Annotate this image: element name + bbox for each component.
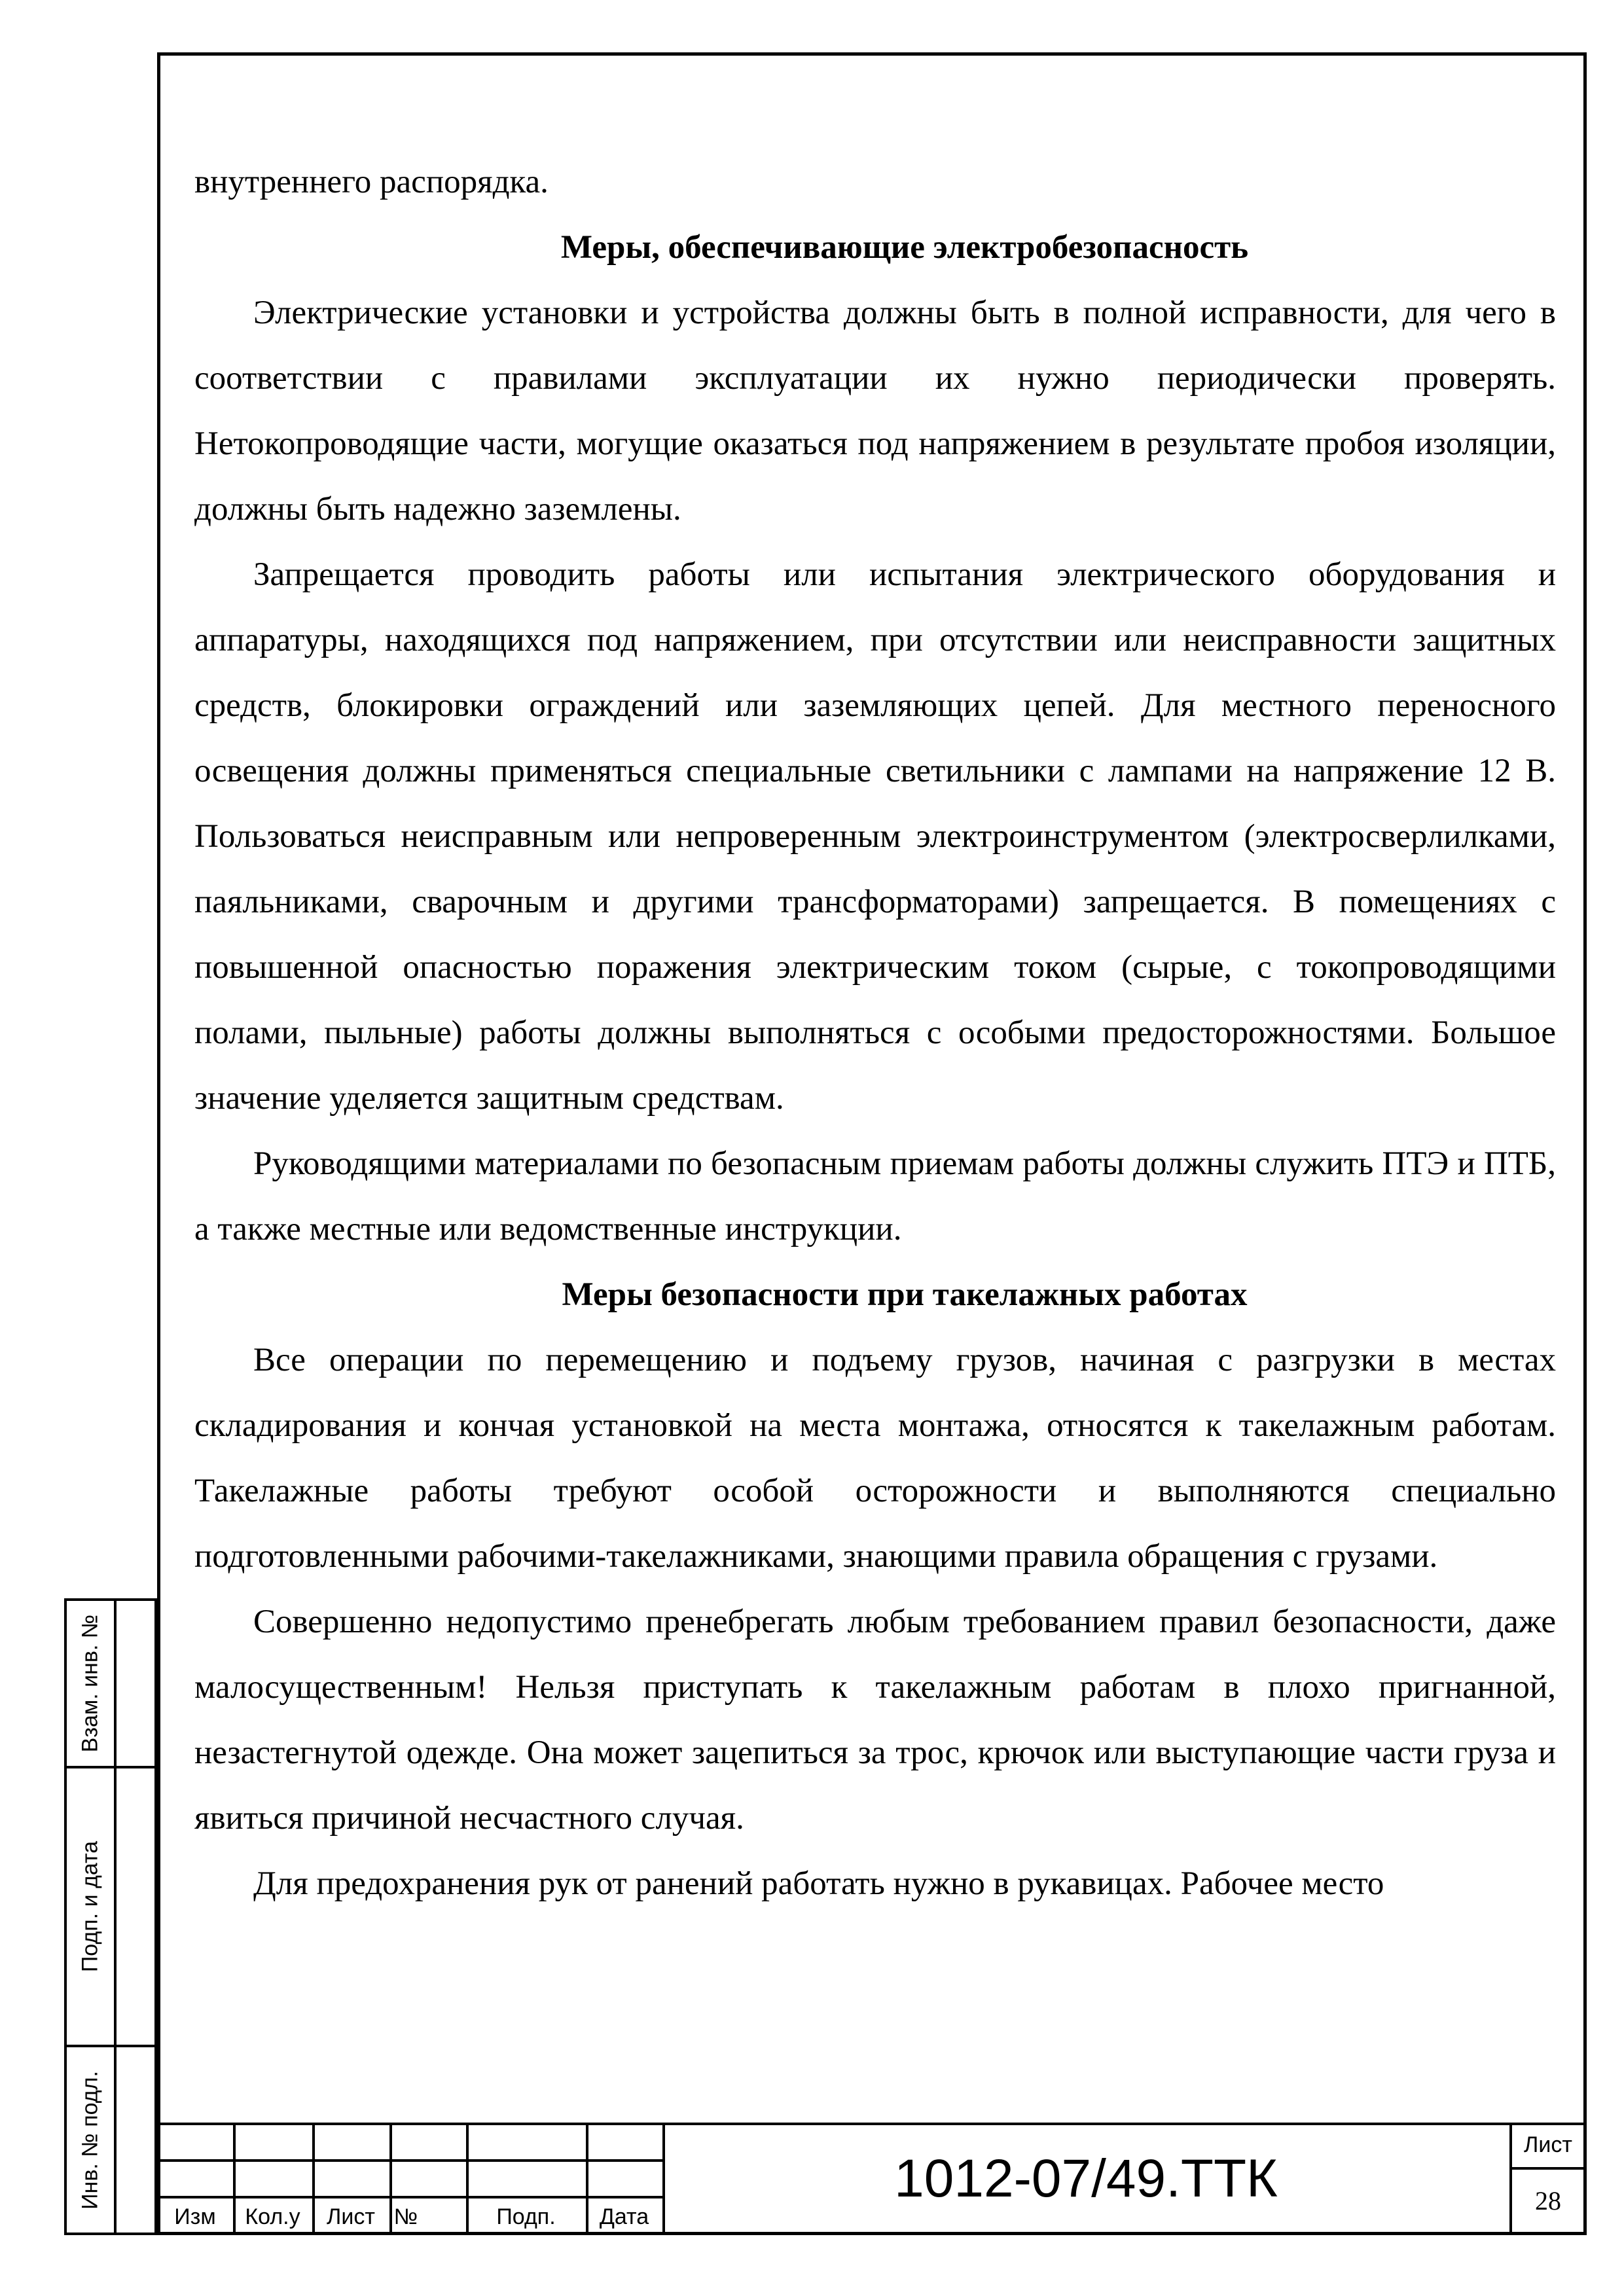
paragraph: Для предохранения рук от ранений работать нужно в рукавицах. Рабочее место bbox=[253, 1865, 1384, 1902]
side-label-podp: Подп. и дата bbox=[77, 1840, 103, 1973]
document-body bbox=[194, 149, 1556, 1916]
stamp-header-num: № bbox=[393, 2204, 418, 2229]
side-stamp-inv bbox=[64, 2045, 157, 2235]
stamp-header-kolu: Кол.у bbox=[245, 2204, 300, 2229]
stamp-header-izm: Изм bbox=[174, 2204, 216, 2229]
title-block bbox=[157, 2123, 1587, 2235]
paragraph: Запрещается проводить работы или испытания электрического оборудования и аппаратуры, находящихся под напряжением, при отсутствии или неисправности защитных средств, блокировки ограждений или заземляющих цепей. Для местного переносного освещения должны применяться специальные светильники с лампами на напряжение 12 В. Пользоваться неисправным или непроверенным электроинструментом (электросверлилками, паяльниками, сварочным и другими трансформаторами) запрещается. В помещениях с повышенной опасностью поражения электрическим током (сырые, с токопроводящими полами, пыльные) работы должны выполняться с особыми предосторожностями. Большое значение уделяется защитным средствам. bbox=[194, 556, 1556, 1117]
stamp-header-list: Лист bbox=[327, 2204, 375, 2229]
sheet-number: 28 bbox=[1535, 2186, 1561, 2215]
sheet-label: Лист bbox=[1524, 2132, 1572, 2157]
stamp-header-data: Дата bbox=[599, 2204, 649, 2229]
paragraph: Совершенно недопустимо пренебрегать любым требованием правил безопасности, даже малосущественным! Нельзя приступать к такелажным работам в плохо пригнанной, незастегнутой одежде. Она может зацепиться за трос, крючок или выступающие части груза и явиться причиной несчастного случая. bbox=[194, 1604, 1556, 1837]
document-code: 1012-07/49.ТТК bbox=[894, 2149, 1278, 2208]
side-label-vzam: Взам. инв. № bbox=[77, 1614, 103, 1753]
paragraph: внутреннего распорядка. bbox=[194, 164, 549, 200]
section-heading: Меры безопасности при такелажных работах bbox=[562, 1276, 1248, 1313]
paragraph: Все операции по перемещению и подъему грузов, начиная с разгрузки в местах складирования и кончая установкой на места монтажа, относятся к такелажным работам. Такелажные работы требуют особой осторожности и выполняются специально подготовленными рабочими-такелажниками, знающими правила обращения с грузами. bbox=[194, 1342, 1556, 1575]
side-label-inv: Инв. № подл. bbox=[77, 2070, 103, 2210]
side-stamp-podp bbox=[64, 1766, 157, 2047]
stamp-header-podp: Подп. bbox=[496, 2204, 556, 2229]
section-heading: Меры, обеспечивающие электробезопасность bbox=[560, 229, 1249, 266]
paragraph: Руководящими материалами по безопасным приемам работы должны служить ПТЭ и ПТБ, а также местные или ведомственные инструкции. bbox=[194, 1145, 1556, 1247]
side-stamp-vzam bbox=[64, 1598, 157, 1768]
paragraph: Электрические установки и устройства должны быть в полной исправности, для чего в соответствии с правилами эксплуатации их нужно периодически проверять. Нетокопроводящие части, могущие оказаться под напряжением в результате пробоя изоляции, должны быть надежно заземлены. bbox=[194, 295, 1556, 528]
